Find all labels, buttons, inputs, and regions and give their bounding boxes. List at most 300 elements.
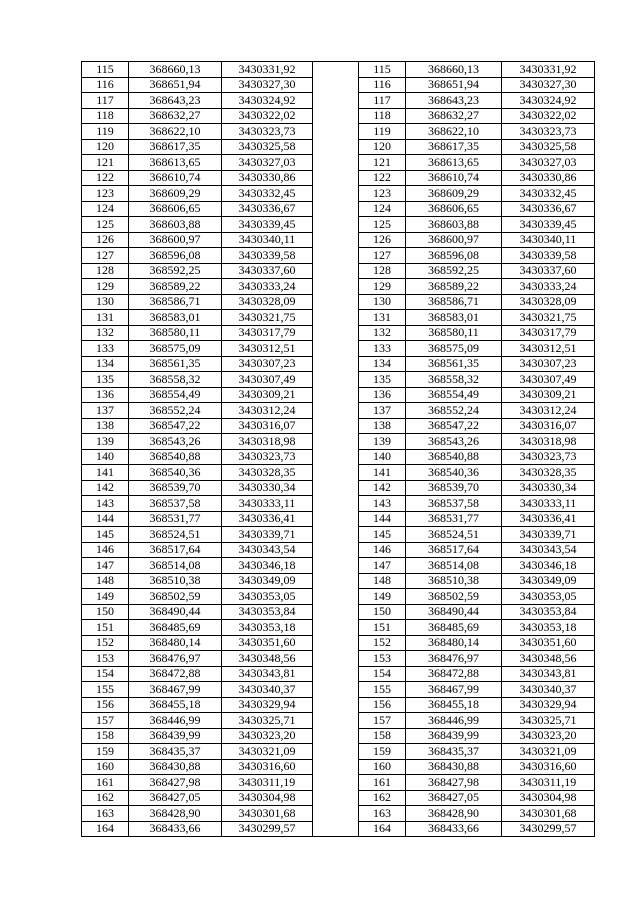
x-coordinate-cell-right: 368476,97 <box>406 651 502 667</box>
y-coordinate-cell-right: 3430348,56 <box>502 651 595 667</box>
x-coordinate-cell-right: 368524,51 <box>406 527 502 543</box>
column-gap-cell <box>313 806 359 822</box>
point-number-cell-right: 159 <box>359 744 406 760</box>
point-number-cell-right: 124 <box>359 201 406 217</box>
x-coordinate-cell-right: 368427,98 <box>406 775 502 791</box>
y-coordinate-cell: 3430323,73 <box>222 124 313 140</box>
x-coordinate-cell: 368543,26 <box>129 434 222 450</box>
point-number-cell: 155 <box>82 682 129 698</box>
x-coordinate-cell: 368617,35 <box>129 139 222 155</box>
y-coordinate-cell: 3430316,60 <box>222 759 313 775</box>
y-coordinate-cell-right: 3430311,19 <box>502 775 595 791</box>
y-coordinate-cell: 3430328,35 <box>222 465 313 481</box>
table-row <box>82 139 595 155</box>
point-number-cell: 163 <box>82 806 129 822</box>
column-gap-cell <box>313 465 359 481</box>
column-gap-cell <box>313 449 359 465</box>
table-row <box>82 372 595 388</box>
x-coordinate-cell: 368603,88 <box>129 217 222 233</box>
point-number-cell-right: 128 <box>359 263 406 279</box>
x-coordinate-cell: 368575,09 <box>129 341 222 357</box>
x-coordinate-cell: 368622,10 <box>129 124 222 140</box>
point-number-cell-right: 155 <box>359 682 406 698</box>
x-coordinate-cell-right: 368514,08 <box>406 558 502 574</box>
x-coordinate-cell-right: 368540,36 <box>406 465 502 481</box>
x-coordinate-cell-right: 368583,01 <box>406 310 502 326</box>
point-number-cell: 115 <box>82 62 129 78</box>
table-row <box>82 449 595 465</box>
point-number-cell-right: 131 <box>359 310 406 326</box>
y-coordinate-cell-right: 3430353,05 <box>502 589 595 605</box>
table-row <box>82 697 595 713</box>
point-number-cell: 147 <box>82 558 129 574</box>
column-gap-cell <box>313 620 359 636</box>
x-coordinate-cell-right: 368480,14 <box>406 635 502 651</box>
point-number-cell-right: 129 <box>359 279 406 295</box>
y-coordinate-cell: 3430343,54 <box>222 542 313 558</box>
x-coordinate-cell-right: 368592,25 <box>406 263 502 279</box>
y-coordinate-cell: 3430317,79 <box>222 325 313 341</box>
column-gap-cell <box>313 263 359 279</box>
table-row <box>82 651 595 667</box>
x-coordinate-cell-right: 368596,08 <box>406 248 502 264</box>
y-coordinate-cell-right: 3430327,03 <box>502 155 595 171</box>
y-coordinate-cell: 3430309,21 <box>222 387 313 403</box>
column-gap-cell <box>313 387 359 403</box>
table-row <box>82 186 595 202</box>
x-coordinate-cell-right: 368485,69 <box>406 620 502 636</box>
y-coordinate-cell: 3430337,60 <box>222 263 313 279</box>
point-number-cell-right: 164 <box>359 821 406 837</box>
y-coordinate-cell: 3430333,24 <box>222 279 313 295</box>
x-coordinate-cell-right: 368558,32 <box>406 372 502 388</box>
y-coordinate-cell: 3430351,60 <box>222 635 313 651</box>
x-coordinate-cell: 368561,35 <box>129 356 222 372</box>
y-coordinate-cell: 3430323,20 <box>222 728 313 744</box>
point-number-cell: 121 <box>82 155 129 171</box>
point-number-cell: 142 <box>82 480 129 496</box>
x-coordinate-cell-right: 368433,66 <box>406 821 502 837</box>
point-number-cell-right: 144 <box>359 511 406 527</box>
table-row <box>82 279 595 295</box>
y-coordinate-cell: 3430312,24 <box>222 403 313 419</box>
point-number-cell-right: 126 <box>359 232 406 248</box>
table-row <box>82 434 595 450</box>
y-coordinate-cell-right: 3430307,23 <box>502 356 595 372</box>
column-gap-cell <box>313 775 359 791</box>
column-gap-cell <box>313 821 359 837</box>
y-coordinate-cell-right: 3430307,49 <box>502 372 595 388</box>
y-coordinate-cell: 3430340,11 <box>222 232 313 248</box>
y-coordinate-cell-right: 3430324,92 <box>502 93 595 109</box>
point-number-cell: 156 <box>82 697 129 713</box>
point-number-cell-right: 135 <box>359 372 406 388</box>
y-coordinate-cell: 3430331,92 <box>222 62 313 78</box>
x-coordinate-cell: 368446,99 <box>129 713 222 729</box>
table-row <box>82 325 595 341</box>
table-row <box>82 232 595 248</box>
y-coordinate-cell-right: 3430323,20 <box>502 728 595 744</box>
x-coordinate-cell: 368435,37 <box>129 744 222 760</box>
y-coordinate-cell: 3430316,07 <box>222 418 313 434</box>
table-row <box>82 263 595 279</box>
point-number-cell: 125 <box>82 217 129 233</box>
y-coordinate-cell: 3430353,05 <box>222 589 313 605</box>
y-coordinate-cell: 3430336,67 <box>222 201 313 217</box>
x-coordinate-cell: 368547,22 <box>129 418 222 434</box>
point-number-cell-right: 132 <box>359 325 406 341</box>
y-coordinate-cell: 3430339,71 <box>222 527 313 543</box>
point-number-cell-right: 153 <box>359 651 406 667</box>
y-coordinate-cell: 3430353,84 <box>222 604 313 620</box>
x-coordinate-cell-right: 368490,44 <box>406 604 502 620</box>
y-coordinate-cell: 3430340,37 <box>222 682 313 698</box>
point-number-cell: 144 <box>82 511 129 527</box>
point-number-cell: 158 <box>82 728 129 744</box>
y-coordinate-cell-right: 3430312,51 <box>502 341 595 357</box>
y-coordinate-cell: 3430299,57 <box>222 821 313 837</box>
table-row <box>82 341 595 357</box>
column-gap-cell <box>313 635 359 651</box>
y-coordinate-cell-right: 3430353,18 <box>502 620 595 636</box>
x-coordinate-cell-right: 368455,18 <box>406 697 502 713</box>
point-number-cell: 133 <box>82 341 129 357</box>
x-coordinate-cell: 368606,65 <box>129 201 222 217</box>
point-number-cell-right: 145 <box>359 527 406 543</box>
y-coordinate-cell-right: 3430337,60 <box>502 263 595 279</box>
x-coordinate-cell: 368558,32 <box>129 372 222 388</box>
y-coordinate-cell: 3430330,34 <box>222 480 313 496</box>
x-coordinate-cell-right: 368651,94 <box>406 77 502 93</box>
x-coordinate-cell-right: 368502,59 <box>406 589 502 605</box>
column-gap-cell <box>313 697 359 713</box>
column-gap-cell <box>313 728 359 744</box>
x-coordinate-cell: 368467,99 <box>129 682 222 698</box>
y-coordinate-cell-right: 3430329,94 <box>502 697 595 713</box>
y-coordinate-cell-right: 3430336,41 <box>502 511 595 527</box>
table-row <box>82 310 595 326</box>
x-coordinate-cell-right: 368610,74 <box>406 170 502 186</box>
x-coordinate-cell-right: 368540,88 <box>406 449 502 465</box>
y-coordinate-cell: 3430329,94 <box>222 697 313 713</box>
x-coordinate-cell-right: 368430,88 <box>406 759 502 775</box>
x-coordinate-cell: 368539,70 <box>129 480 222 496</box>
y-coordinate-cell-right: 3430323,73 <box>502 124 595 140</box>
y-coordinate-cell-right: 3430321,09 <box>502 744 595 760</box>
point-number-cell: 132 <box>82 325 129 341</box>
x-coordinate-cell: 368531,77 <box>129 511 222 527</box>
point-number-cell: 154 <box>82 666 129 682</box>
point-number-cell-right: 127 <box>359 248 406 264</box>
y-coordinate-cell: 3430321,75 <box>222 310 313 326</box>
table-row <box>82 542 595 558</box>
column-gap-cell <box>313 108 359 124</box>
y-coordinate-cell-right: 3430325,71 <box>502 713 595 729</box>
y-coordinate-cell: 3430318,98 <box>222 434 313 450</box>
y-coordinate-cell-right: 3430330,34 <box>502 480 595 496</box>
column-gap-cell <box>313 403 359 419</box>
x-coordinate-cell: 368476,97 <box>129 651 222 667</box>
y-coordinate-cell-right: 3430332,45 <box>502 186 595 202</box>
x-coordinate-cell: 368643,23 <box>129 93 222 109</box>
table-row <box>82 682 595 698</box>
column-gap-cell <box>313 372 359 388</box>
column-gap-cell <box>313 325 359 341</box>
y-coordinate-cell: 3430332,45 <box>222 186 313 202</box>
y-coordinate-cell-right: 3430323,73 <box>502 449 595 465</box>
point-number-cell: 141 <box>82 465 129 481</box>
x-coordinate-cell-right: 368617,35 <box>406 139 502 155</box>
x-coordinate-cell-right: 368575,09 <box>406 341 502 357</box>
table-row <box>82 108 595 124</box>
y-coordinate-cell-right: 3430351,60 <box>502 635 595 651</box>
x-coordinate-cell-right: 368613,65 <box>406 155 502 171</box>
column-gap-cell <box>313 62 359 78</box>
table-row <box>82 480 595 496</box>
x-coordinate-cell: 368490,44 <box>129 604 222 620</box>
x-coordinate-cell: 368427,98 <box>129 775 222 791</box>
table-row <box>82 294 595 310</box>
y-coordinate-cell-right: 3430343,81 <box>502 666 595 682</box>
point-number-cell-right: 157 <box>359 713 406 729</box>
point-number-cell-right: 151 <box>359 620 406 636</box>
point-number-cell-right: 116 <box>359 77 406 93</box>
y-coordinate-cell: 3430327,30 <box>222 77 313 93</box>
point-number-cell-right: 119 <box>359 124 406 140</box>
point-number-cell: 117 <box>82 93 129 109</box>
x-coordinate-cell: 368428,90 <box>129 806 222 822</box>
point-number-cell: 134 <box>82 356 129 372</box>
column-gap-cell <box>313 341 359 357</box>
x-coordinate-cell-right: 368561,35 <box>406 356 502 372</box>
x-coordinate-cell-right: 368609,29 <box>406 186 502 202</box>
point-number-cell-right: 150 <box>359 604 406 620</box>
x-coordinate-cell: 368586,71 <box>129 294 222 310</box>
point-number-cell: 138 <box>82 418 129 434</box>
x-coordinate-cell-right: 368603,88 <box>406 217 502 233</box>
y-coordinate-cell: 3430327,03 <box>222 155 313 171</box>
table-row <box>82 77 595 93</box>
y-coordinate-cell: 3430321,09 <box>222 744 313 760</box>
column-gap-cell <box>313 713 359 729</box>
table-row <box>82 527 595 543</box>
x-coordinate-cell: 368485,69 <box>129 620 222 636</box>
y-coordinate-cell-right: 3430343,54 <box>502 542 595 558</box>
y-coordinate-cell-right: 3430317,79 <box>502 325 595 341</box>
y-coordinate-cell-right: 3430349,09 <box>502 573 595 589</box>
table-row <box>82 93 595 109</box>
x-coordinate-cell: 368600,97 <box>129 232 222 248</box>
y-coordinate-cell: 3430353,18 <box>222 620 313 636</box>
point-number-cell-right: 147 <box>359 558 406 574</box>
point-number-cell: 146 <box>82 542 129 558</box>
point-number-cell: 126 <box>82 232 129 248</box>
point-number-cell: 122 <box>82 170 129 186</box>
y-coordinate-cell-right: 3430322,02 <box>502 108 595 124</box>
y-coordinate-cell-right: 3430321,75 <box>502 310 595 326</box>
y-coordinate-cell-right: 3430353,84 <box>502 604 595 620</box>
point-number-cell: 162 <box>82 790 129 806</box>
table-row <box>82 558 595 574</box>
column-gap-cell <box>313 480 359 496</box>
point-number-cell: 137 <box>82 403 129 419</box>
table-row <box>82 387 595 403</box>
point-number-cell: 128 <box>82 263 129 279</box>
column-gap-cell <box>313 589 359 605</box>
column-gap-cell <box>313 542 359 558</box>
point-number-cell-right: 125 <box>359 217 406 233</box>
x-coordinate-cell-right: 368537,58 <box>406 496 502 512</box>
table-row <box>82 217 595 233</box>
column-gap-cell <box>313 201 359 217</box>
x-coordinate-cell-right: 368586,71 <box>406 294 502 310</box>
point-number-cell-right: 118 <box>359 108 406 124</box>
point-number-cell: 130 <box>82 294 129 310</box>
y-coordinate-cell-right: 3430333,11 <box>502 496 595 512</box>
table-row <box>82 821 595 837</box>
x-coordinate-cell-right: 368428,90 <box>406 806 502 822</box>
y-coordinate-cell: 3430325,71 <box>222 713 313 729</box>
x-coordinate-cell: 368480,14 <box>129 635 222 651</box>
table-row <box>82 759 595 775</box>
point-number-cell-right: 160 <box>359 759 406 775</box>
x-coordinate-cell: 368517,64 <box>129 542 222 558</box>
table-row <box>82 418 595 434</box>
x-coordinate-cell: 368472,88 <box>129 666 222 682</box>
table-row <box>82 155 595 171</box>
table-row <box>82 790 595 806</box>
point-number-cell: 127 <box>82 248 129 264</box>
x-coordinate-cell-right: 368660,13 <box>406 62 502 78</box>
point-number-cell: 136 <box>82 387 129 403</box>
point-number-cell: 120 <box>82 139 129 155</box>
y-coordinate-cell-right: 3430336,67 <box>502 201 595 217</box>
point-number-cell: 135 <box>82 372 129 388</box>
point-number-cell: 164 <box>82 821 129 837</box>
x-coordinate-cell: 368660,13 <box>129 62 222 78</box>
y-coordinate-cell-right: 3430304,98 <box>502 790 595 806</box>
y-coordinate-cell: 3430301,68 <box>222 806 313 822</box>
y-coordinate-cell: 3430322,02 <box>222 108 313 124</box>
x-coordinate-cell: 368537,58 <box>129 496 222 512</box>
y-coordinate-cell: 3430304,98 <box>222 790 313 806</box>
point-number-cell: 140 <box>82 449 129 465</box>
point-number-cell-right: 146 <box>359 542 406 558</box>
x-coordinate-cell: 368589,22 <box>129 279 222 295</box>
column-gap-cell <box>313 418 359 434</box>
x-coordinate-cell-right: 368467,99 <box>406 682 502 698</box>
point-number-cell-right: 138 <box>359 418 406 434</box>
point-number-cell: 148 <box>82 573 129 589</box>
point-number-cell: 152 <box>82 635 129 651</box>
point-number-cell-right: 139 <box>359 434 406 450</box>
y-coordinate-cell-right: 3430327,30 <box>502 77 595 93</box>
column-gap-cell <box>313 434 359 450</box>
column-gap-cell <box>313 77 359 93</box>
x-coordinate-cell-right: 368435,37 <box>406 744 502 760</box>
table-row <box>82 806 595 822</box>
x-coordinate-cell: 368610,74 <box>129 170 222 186</box>
y-coordinate-cell: 3430307,49 <box>222 372 313 388</box>
table-row <box>82 248 595 264</box>
y-coordinate-cell: 3430343,81 <box>222 666 313 682</box>
y-coordinate-cell: 3430312,51 <box>222 341 313 357</box>
x-coordinate-cell: 368455,18 <box>129 697 222 713</box>
point-number-cell-right: 133 <box>359 341 406 357</box>
table-row <box>82 356 595 372</box>
x-coordinate-cell-right: 368510,38 <box>406 573 502 589</box>
column-gap-cell <box>313 248 359 264</box>
table-row <box>82 666 595 682</box>
point-number-cell: 131 <box>82 310 129 326</box>
point-number-cell-right: 156 <box>359 697 406 713</box>
column-gap-cell <box>313 527 359 543</box>
column-gap-cell <box>313 155 359 171</box>
y-coordinate-cell: 3430333,11 <box>222 496 313 512</box>
point-number-cell: 124 <box>82 201 129 217</box>
x-coordinate-cell: 368433,66 <box>129 821 222 837</box>
column-gap-cell <box>313 139 359 155</box>
x-coordinate-cell: 368613,65 <box>129 155 222 171</box>
table-row <box>82 465 595 481</box>
x-coordinate-cell-right: 368580,11 <box>406 325 502 341</box>
y-coordinate-cell: 3430323,73 <box>222 449 313 465</box>
point-number-cell-right: 161 <box>359 775 406 791</box>
column-gap-cell <box>313 666 359 682</box>
x-coordinate-cell-right: 368632,27 <box>406 108 502 124</box>
y-coordinate-cell-right: 3430346,18 <box>502 558 595 574</box>
y-coordinate-cell-right: 3430331,92 <box>502 62 595 78</box>
point-number-cell-right: 120 <box>359 139 406 155</box>
y-coordinate-cell: 3430349,09 <box>222 573 313 589</box>
y-coordinate-cell-right: 3430309,21 <box>502 387 595 403</box>
x-coordinate-cell: 368540,36 <box>129 465 222 481</box>
x-coordinate-cell: 368651,94 <box>129 77 222 93</box>
x-coordinate-cell-right: 368446,99 <box>406 713 502 729</box>
point-number-cell: 153 <box>82 651 129 667</box>
y-coordinate-cell-right: 3430328,35 <box>502 465 595 481</box>
point-number-cell: 149 <box>82 589 129 605</box>
point-number-cell: 116 <box>82 77 129 93</box>
table-row <box>82 604 595 620</box>
point-number-cell-right: 123 <box>359 186 406 202</box>
x-coordinate-cell: 368514,08 <box>129 558 222 574</box>
point-number-cell: 119 <box>82 124 129 140</box>
table-row <box>82 124 595 140</box>
point-number-cell: 118 <box>82 108 129 124</box>
column-gap-cell <box>313 759 359 775</box>
column-gap-cell <box>313 496 359 512</box>
table-row <box>82 62 595 78</box>
x-coordinate-cell: 368510,38 <box>129 573 222 589</box>
y-coordinate-cell-right: 3430299,57 <box>502 821 595 837</box>
point-number-cell: 129 <box>82 279 129 295</box>
x-coordinate-cell: 368592,25 <box>129 263 222 279</box>
point-number-cell-right: 122 <box>359 170 406 186</box>
y-coordinate-cell: 3430328,09 <box>222 294 313 310</box>
point-number-cell-right: 121 <box>359 155 406 171</box>
x-coordinate-cell: 368430,88 <box>129 759 222 775</box>
y-coordinate-cell-right: 3430340,37 <box>502 682 595 698</box>
point-number-cell: 139 <box>82 434 129 450</box>
x-coordinate-cell-right: 368643,23 <box>406 93 502 109</box>
x-coordinate-cell: 368554,49 <box>129 387 222 403</box>
column-gap-cell <box>313 511 359 527</box>
column-gap-cell <box>313 604 359 620</box>
column-gap-cell <box>313 93 359 109</box>
table-row <box>82 589 595 605</box>
x-coordinate-cell: 368596,08 <box>129 248 222 264</box>
